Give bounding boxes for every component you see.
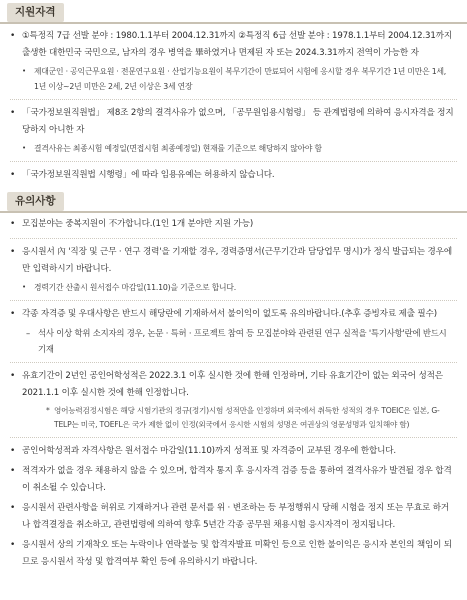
list-item — [0, 537, 467, 571]
list-item — [0, 500, 467, 534]
section-divider-bar — [0, 211, 467, 213]
item-text: 영어능력검정시험은 해당 시험기관의 정규(정기)시험 성적만을 인정하며 외국에서 취득한 성적의 경우 TOEIC은 일본, G-TELP는 미국, TOEFL은 국가 제한 없이 인정(외국에서 응시한 시험의 성명은 여권상의 영문성명과 일치해야 함) — [54, 406, 440, 429]
bullet-icon: • — [10, 309, 16, 319]
bullet-icon: • — [10, 446, 16, 456]
section-title-eligibility: 지원자격 — [7, 3, 64, 22]
eligibility-list — [0, 28, 467, 184]
item-text: 제대군인 · 공익근무요원 · 전문연구요원 · 산업기능요원이 복무기간이 만료되어 시험에 응시할 경우 복무기간 1년 미만은 1세, 1년 이상~2년 미만은 2세, 2년 이상은 3세 연장 — [34, 67, 447, 91]
item-text: 각종 자격증 및 우대사항은 반드시 해당란에 기재하셔서 불이익이 없도록 유의바랍니다.(추후 증빙자료 제출 필수) — [22, 309, 437, 319]
list-item — [0, 443, 467, 460]
item-text: 석사 이상 학위 소지자의 경우, 논문 · 특허 · 프로젝트 참여 등 모집분야와 관련된 연구 실적을 '특기사항'란에 반드시 기재 — [38, 328, 447, 354]
item-text: 공인어학성적과 자격사항은 원서접수 마감일(11.10)까지 성적표 및 자격증이 교부된 경우에 한합니다. — [22, 446, 396, 456]
bullet-icon: • — [10, 503, 16, 513]
item-text: 결격사유는 최종시험 예정일(면접시험 최종예정일) 현재를 기준으로 해당하지 않아야 함 — [34, 144, 322, 153]
list-item — [0, 463, 467, 497]
dotted-divider — [10, 238, 457, 239]
sub-list-item — [0, 280, 467, 295]
bullet-icon: • — [10, 219, 16, 229]
asterisk-icon: * — [46, 406, 50, 415]
item-text: 모집분야는 중복지원이 不가합니다.(1인 1개 분야만 지원 가능) — [22, 219, 254, 229]
section-title-notes: 유의사항 — [7, 192, 64, 211]
list-item — [0, 368, 467, 402]
item-text: 유효기간이 2년인 공인어학성적은 2022.3.1 이후 실시한 것에 한해 인정하며, 기타 유효기간이 없는 외국어 성적은 2021.1.1 이후 실시한 것에 한해 인정합니다. — [22, 371, 443, 398]
list-item — [0, 28, 467, 62]
dotted-divider — [10, 437, 457, 438]
item-text: 「국가정보원직원법」 제8조 2항의 결격사유가 없으며, 「공무원임용시험령」 등 관계법령에 의하여 응시자격을 정지당하지 아니한 자 — [22, 108, 454, 135]
bullet-icon: • — [10, 371, 16, 381]
sub-list-item — [0, 141, 467, 156]
list-item — [0, 105, 467, 139]
item-text: 적격자가 없을 경우 채용하지 않을 수 있으며, 합격자 통지 후 응시자격 검증 등을 통하여 결격사유가 발견될 경우 합격이 취소될 수 있습니다. — [22, 466, 452, 493]
item-text: ①특정직 7급 선발 분야 : 1980.1.1부터 2004.12.31까지 ②특정직 6급 선발 분야 : 1978.1.1부터 2004.12.31까지 출생한 대한민국 국민으로, 남자의 경우 병역을 畢하였거나 면제된 자 또는 2024.3.31까지 전역이 가능한 자 — [22, 31, 452, 58]
sub-list-item — [0, 64, 467, 94]
dotted-divider — [10, 161, 457, 162]
dash-icon: – — [26, 328, 31, 338]
bullet-icon: • — [22, 283, 27, 291]
bullet-icon: • — [22, 67, 27, 75]
list-item — [0, 244, 467, 278]
list-item — [0, 216, 467, 233]
bullet-icon: • — [10, 540, 16, 550]
bullet-icon: • — [10, 466, 16, 476]
list-item — [0, 306, 467, 323]
dotted-divider — [10, 300, 457, 301]
dash-list-item — [0, 325, 467, 357]
item-text: 응시원서 內 '직장 및 근무 · 연구 경력'을 기재할 경우, 경력증명서(근무기간과 담당업무 명시)가 정식 발급되는 경우에만 입력하시기 바랍니다. — [22, 247, 452, 274]
bullet-icon: • — [10, 31, 16, 41]
footnote-item — [0, 404, 467, 432]
item-text: 응시원서 상의 기재착오 또는 누락이나 연락불능 및 합격자발표 미확인 등으로 인한 불이익은 응시자 본인의 책임이 되므로 응시원서 작성 및 합격여부 확인 등에 유의하시기 바랍니다. — [22, 540, 453, 567]
dotted-divider — [10, 99, 457, 100]
item-text: 경력기간 산출시 원서접수 마감일(11.10)을 기준으로 합니다. — [34, 283, 236, 292]
list-item — [0, 167, 467, 184]
dotted-divider — [10, 362, 457, 363]
bullet-icon: • — [10, 170, 16, 180]
bullet-icon: • — [10, 108, 16, 118]
section-divider-bar — [0, 22, 467, 24]
notes-list — [0, 216, 467, 571]
item-text: 「국가정보원직원법 시행령」에 따라 임용유예는 허용하지 않습니다. — [22, 170, 275, 180]
item-text: 응시원서 관련사항을 허위로 기재하거나 관련 문서를 위 · 변조하는 등 부정행위시 당해 시험을 정지 또는 무효로 하거나 합격결정을 취소하고, 관련법령에 의하여 향후 5년간 각종 공무원 채용시험 응시자격이 정지됩니다. — [22, 503, 450, 530]
bullet-icon: • — [10, 247, 16, 257]
bullet-icon: • — [22, 144, 27, 152]
